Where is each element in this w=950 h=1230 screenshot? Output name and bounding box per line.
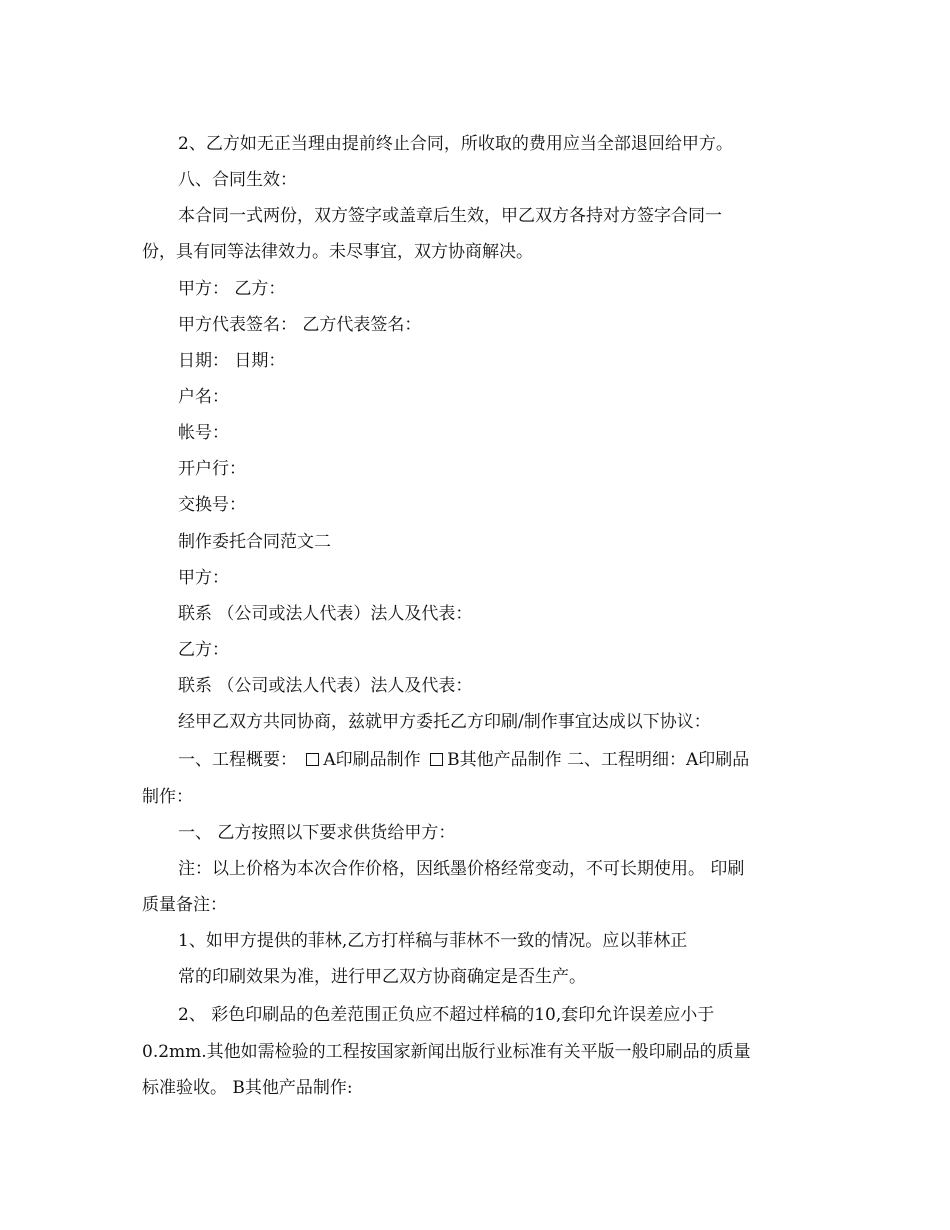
price-note-line2: 质量备注： [142, 895, 227, 915]
film-note-line2: 常的印刷效果为准，进行甲乙双方协商确定是否生产。 [178, 967, 586, 987]
party-b-label: 乙方： [178, 640, 229, 660]
parties-label-line: 甲方： 乙方： [178, 279, 286, 299]
party-a-contact-line: 联系 （公司或法人代表）法人及代表： [178, 604, 473, 624]
exchange-number-label: 交换号： [178, 495, 246, 515]
account-number-label: 帐号： [178, 423, 229, 443]
color-tolerance-line1: 2、 彩色印刷品的色差范围正负应不超过样稿的10,套印允许误差应小于 [178, 1005, 715, 1025]
signature-label-line: 甲方代表签名： 乙方代表签名： [178, 315, 422, 335]
paragraph-two-copies-line1: 本合同一式两份，双方签字或盖章后生效，甲乙双方各持对方签字合同一 [178, 206, 722, 226]
option-other-and-details-label: B其他产品制作 二、工程明细：A印刷品 [447, 750, 750, 770]
checkbox-other-icon [430, 753, 443, 766]
color-tolerance-line2: 0.2mm.其他如需检验的工程按国家新闻出版行业标准有关平版一般印刷品的质量 [142, 1042, 751, 1062]
section-heading-contract-effect: 八、合同生效： [178, 170, 297, 190]
account-name-label: 户名： [178, 387, 229, 407]
party-a-label: 甲方： [178, 568, 229, 588]
date-label-line: 日期： 日期： [178, 351, 286, 371]
checkbox-print-icon [306, 753, 319, 766]
color-tolerance-line3: 标准验收。 B其他产品制作: [142, 1078, 353, 1098]
price-note-line1: 注：以上价格为本次合作价格，因纸墨价格经常变动，不可长期使用。 印刷 [178, 859, 745, 879]
project-overview-label: 一、工程概要： [178, 750, 297, 770]
film-note-line1: 1、如甲方提供的菲林,乙方打样稿与菲林不一致的情况。应以菲林正 [178, 931, 688, 951]
project-overview-continuation: 制作： [142, 787, 193, 807]
project-overview-line [178, 749, 749, 771]
paragraph-two-copies-line2: 份，具有同等法律效力。未尽事宜，双方协商解决。 [142, 242, 533, 262]
paragraph-termination-refund: 2、乙方如无正当理由提前终止合同，所收取的费用应当全部退回给甲方。 [178, 134, 733, 154]
option-print-label: A印刷品制作 [323, 750, 421, 770]
sample-two-title: 制作委托合同范文二 [178, 532, 331, 552]
agreement-intro-line: 经甲乙双方共同协商，兹就甲方委托乙方印刷/制作事宜达成以下协议： [178, 712, 711, 732]
party-b-contact-line: 联系 （公司或法人代表）法人及代表： [178, 676, 473, 696]
supply-requirement-line: 一、 乙方按照以下要求供货给甲方： [178, 823, 456, 843]
bank-label: 开户行： [178, 459, 246, 479]
